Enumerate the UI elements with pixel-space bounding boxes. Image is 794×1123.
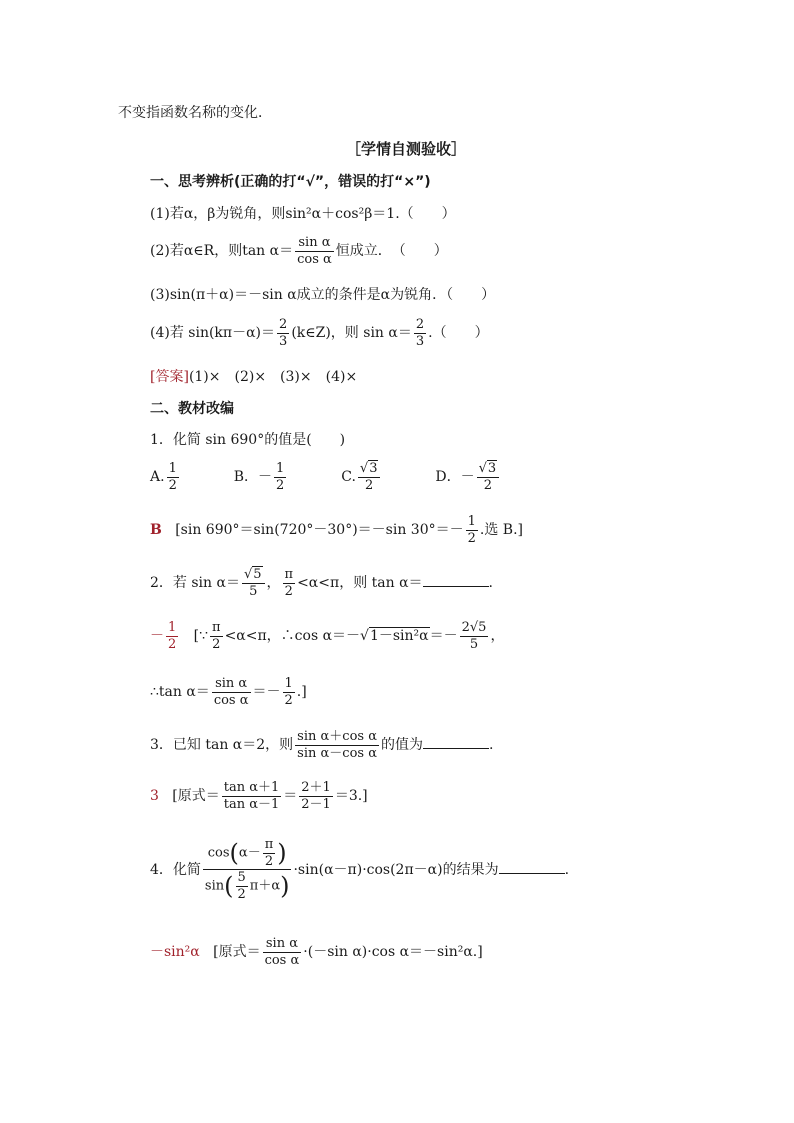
question-2: (2)若α∈R，则tan α＝ $\frac{\text{sin α}}{\text{cos α}}$ 恒成立． （ ）: [150, 235, 448, 267]
question-3: (3)sin(π＋α)＝－sin α成立的条件是α为锐角．（ ）: [150, 287, 496, 303]
option-c: C.: [341, 469, 356, 486]
answer-label: [答案]: [150, 369, 189, 385]
problem-4-fraction: cos(α－ $\frac{\pi}{2}$ ) sin( $\frac{5}{2}$ π＋α): [204, 837, 290, 902]
answer-line: [150, 370, 357, 384]
problem-3-solution: 3 [原式＝ $\frac{\text{tan α＋1}}{\text{tan α－1}}$ ＝ $\frac{2+1}{2-1}$ ＝3.]: [150, 780, 368, 812]
answer-blank: [423, 736, 489, 749]
question-1: (1)若α，β为锐角，则sin²α＋cos²β＝1.（ ）: [150, 206, 456, 222]
problem-3-stem: 3．已知 tan α＝2，则 $\frac{\text{sin α＋cos α}}{\text{sin α－cos α}}$ 的值为 .: [150, 729, 494, 761]
option-d: D．－: [435, 469, 475, 486]
answer-blank: [499, 861, 565, 874]
fraction-sin-cos: $\frac{\text{sin α}}{\text{cos α}}$: [297, 235, 332, 267]
answer-letter: B: [150, 522, 162, 539]
answer-blank: [423, 574, 489, 587]
problem-2-solution-2: ∴tan α＝ $\frac{\text{sin α}}{\text{cos α}}$ ＝－ $\frac{1}{2}$ .]: [150, 676, 307, 708]
problem-4-stem: 4．化简 cos(α－ $\frac{\pi}{2}$ ) sin( $\frac{5}{2}$ π＋α) ·sin(α－π)·cos(2π－α)的结果为 .: [150, 837, 570, 902]
problem-2-solution-1: － $\frac{1}{2}$ [∵ $\frac{\pi}{2}$ <α<π，∴cos α＝－√1－sin²α＝－ $\frac{2√5}{5}$ ，: [150, 620, 505, 652]
problem-2-stem: 2．若 sin α＝ $\frac{√5}{5}$ ， $\frac{\pi}{2}$ <α<π，则 tan α＝ .: [150, 567, 493, 599]
fraction-two-thirds: $\frac{2}{3}$: [279, 317, 288, 349]
option-a: A.: [150, 469, 165, 486]
option-b: B．－: [233, 469, 273, 486]
section-header: ［学情自测验收］: [346, 140, 467, 158]
section2-title: 二、教材改编: [150, 401, 234, 417]
answer-text: (1)× (2)× (3)× (4)×: [188, 369, 358, 385]
question-4: (4)若 sin(kπ－α)＝ $\frac{2}{3}$ (k∈Z)，则 sin α＝ $\frac{2}{3}$ .（ ）: [150, 317, 489, 349]
intro-text: 不变指函数名称的变化．: [118, 105, 272, 121]
problem-1-stem: 1．化简 sin 690°的值是( ): [150, 432, 346, 448]
problem-1-solution: B [sin 690°＝sin(720°－30°)＝－sin 30°＝－ $\frac{1}{2}$ .选 B.]: [150, 514, 523, 546]
fraction-two-thirds-2: $\frac{2}{3}$: [415, 317, 425, 349]
problem-4-solution: －sin²α [原式＝ $\frac{\text{sin α}}{\text{cos α}}$ ·(－sin α)·cos α＝－sin²α.]: [150, 936, 483, 968]
section1-title: 一、思考辨析(正确的打“√”，错误的打“×”): [150, 174, 431, 190]
problem-1-options: A. $\frac{1}{2}$ B．－ $\frac{1}{2}$ C. $\frac{√3}{2}$ D．－ $\frac{√3}{2}$: [150, 462, 501, 492]
